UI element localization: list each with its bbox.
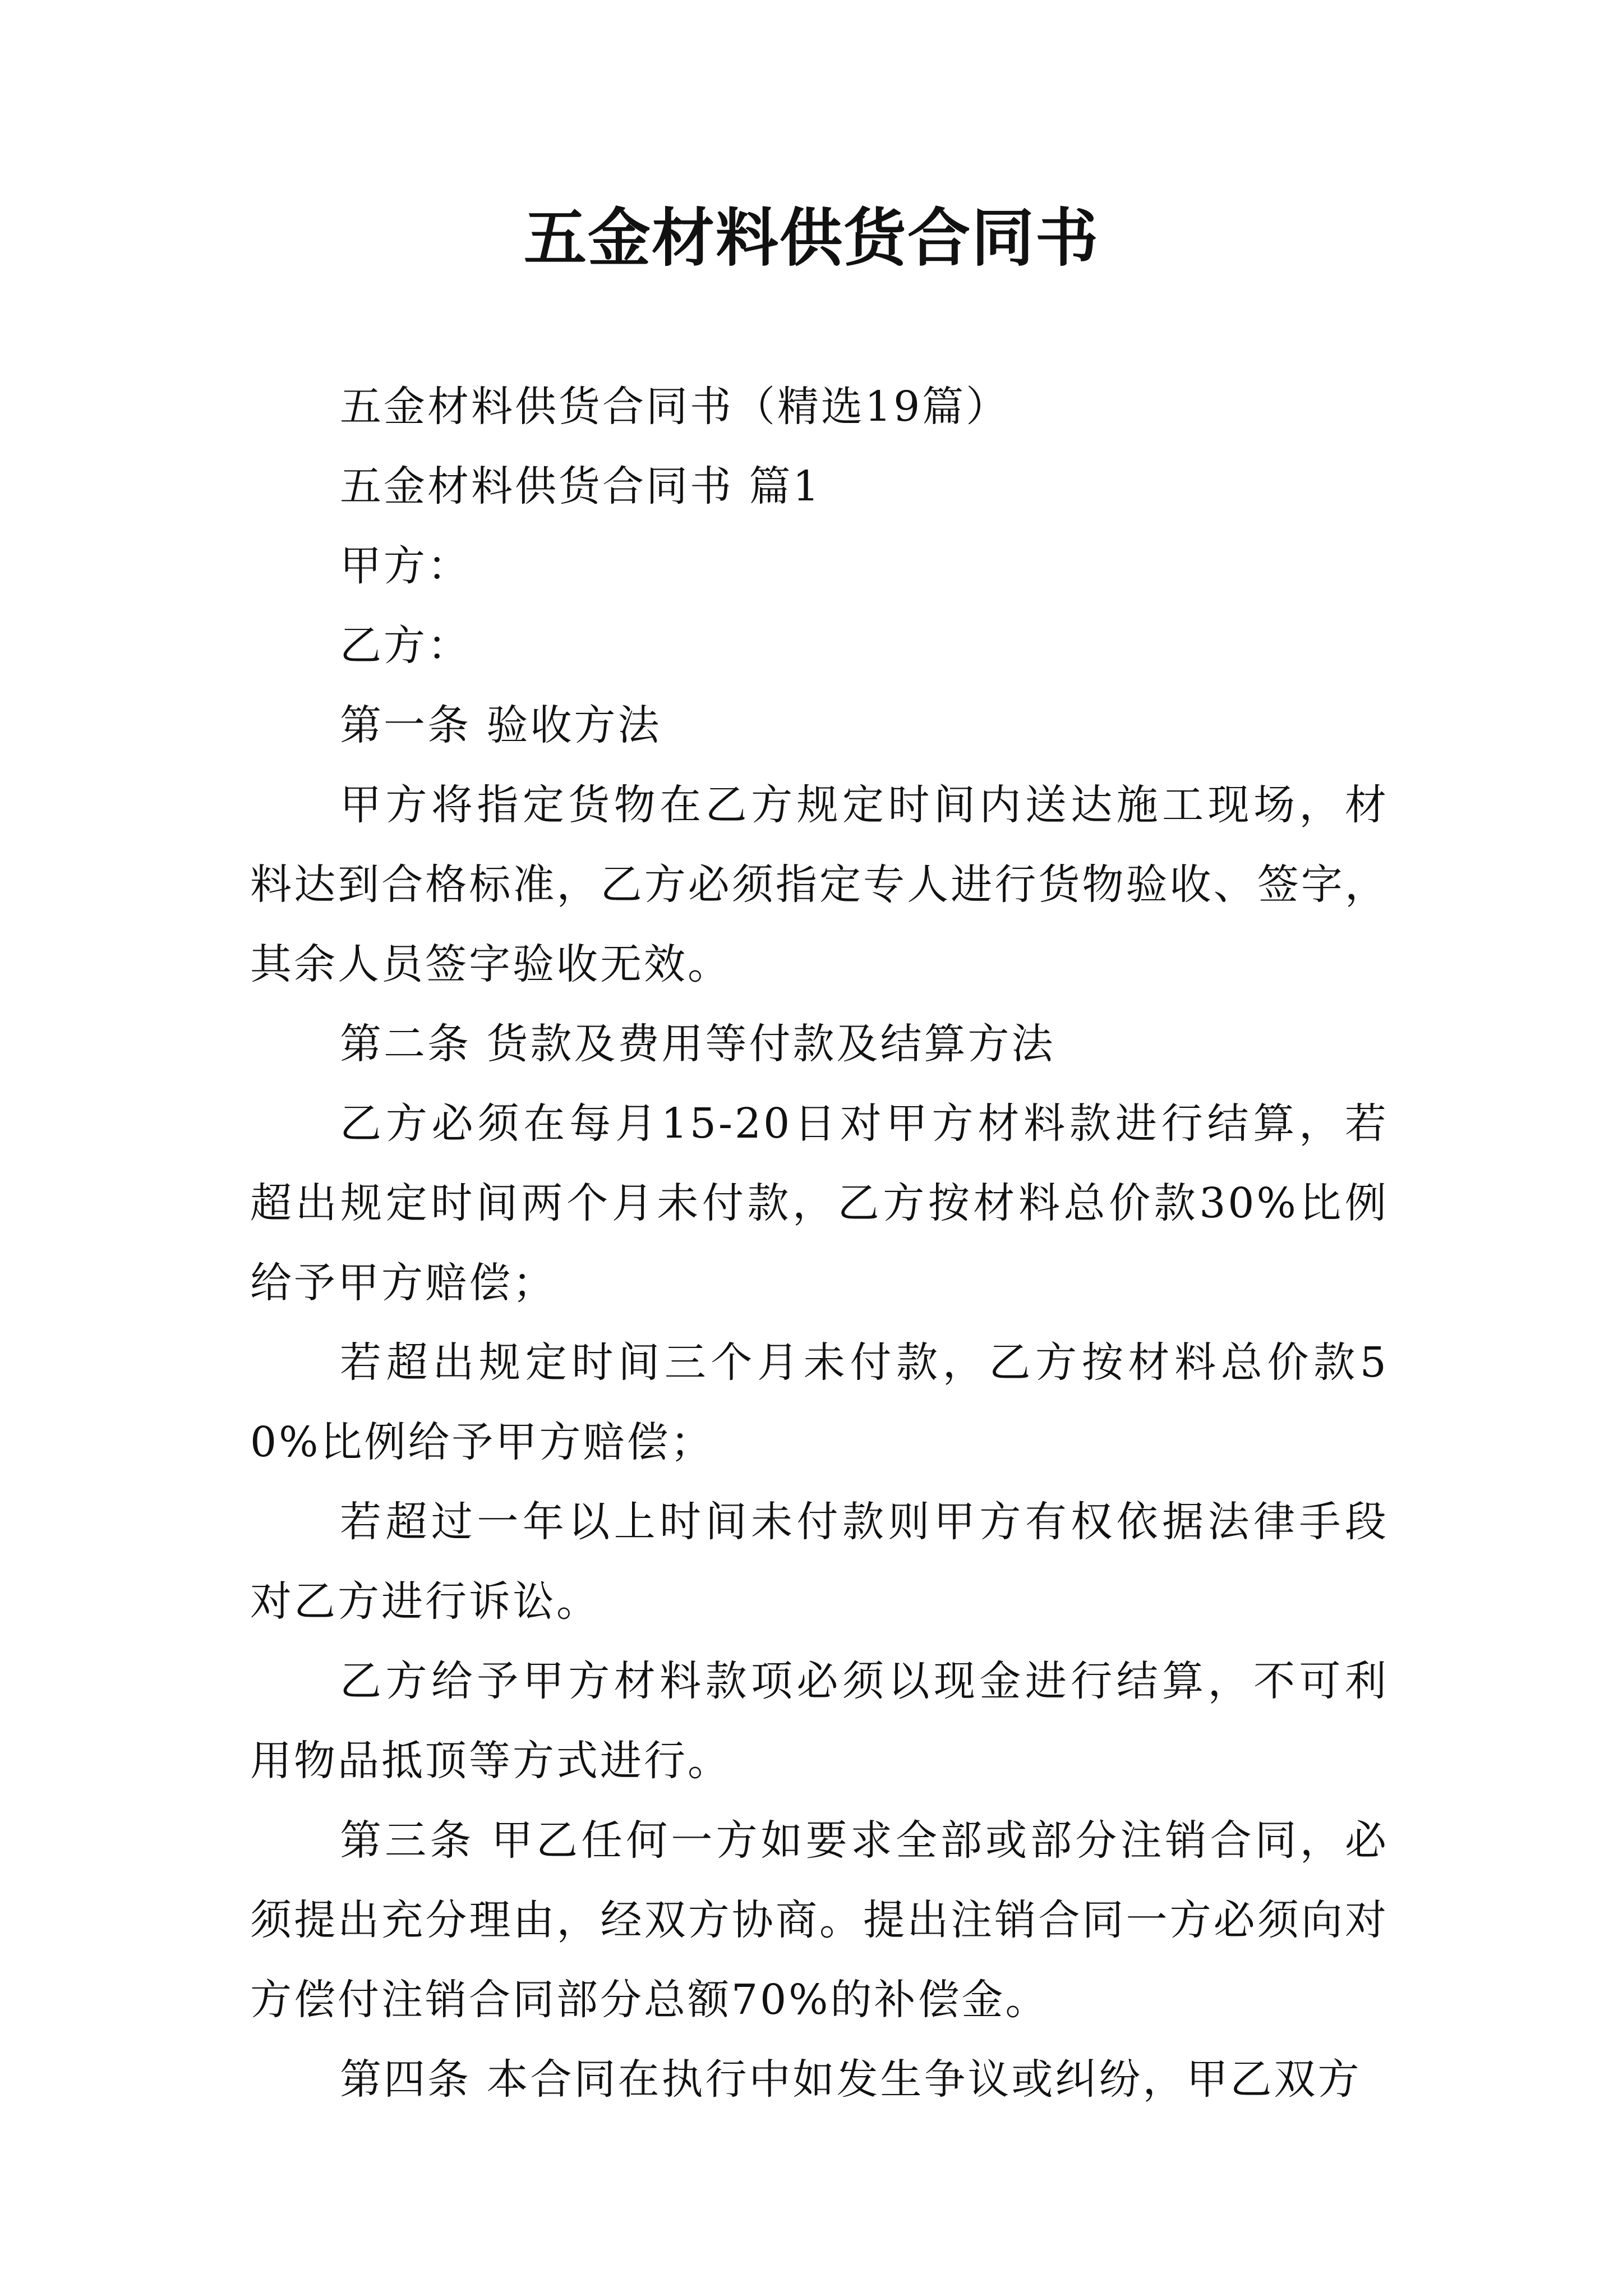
document-title: 五金材料供货合同书 — [524, 201, 1099, 275]
paragraph-subtitle: 五金材料供货合同书（精选19篇） — [340, 383, 1010, 431]
paragraph-article-1-body: 甲方将指定货物在乙方规定时间内送达施工现场，材料达到合格标准，乙方必须指定专人进行货物验收、签字，其余人员签字验收无效。 — [250, 781, 1389, 988]
paragraph-section-heading: 五金材料供货合同书 篇1 — [340, 462, 822, 510]
document-body — [250, 367, 1389, 2119]
paragraph-party-b: 乙方： — [340, 622, 471, 670]
paragraph-party-a: 甲方： — [340, 542, 471, 590]
paragraph-article-3: 第三条 甲乙任何一方如要求全部或部分注销合同，必须提出充分理由，经双方协商。提出注销合同一方必须向对方偿付注销合同部分总额70%的补偿金。 — [250, 1816, 1389, 2024]
paragraph-article-2-body-3: 若超过一年以上时间未付款则甲方有权依据法律手段对乙方进行诉讼。 — [250, 1498, 1389, 1626]
paragraph-article-2-body-1: 乙方必须在每月15-20日对甲方材料款进行结算，若超出规定时间两个月未付款，乙方按材料总价款30%比例给予甲方赔偿； — [250, 1099, 1389, 1307]
paragraph-article-1-heading: 第一条 验收方法 — [340, 701, 662, 749]
paragraph-article-2-body-2: 若超出规定时间三个月未付款，乙方按材料总价款50%比例给予甲方赔偿； — [250, 1338, 1389, 1466]
paragraph-article-4: 第四条 本合同在执行中如发生争议或纠纷，甲乙双方 — [340, 2055, 1362, 2104]
paragraph-article-2-heading: 第二条 货款及费用等付款及结算方法 — [340, 1020, 1055, 1068]
paragraph-article-2-body-4: 乙方给予甲方材料款项必须以现金进行结算，不可利用物品抵顶等方式进行。 — [250, 1657, 1389, 1785]
